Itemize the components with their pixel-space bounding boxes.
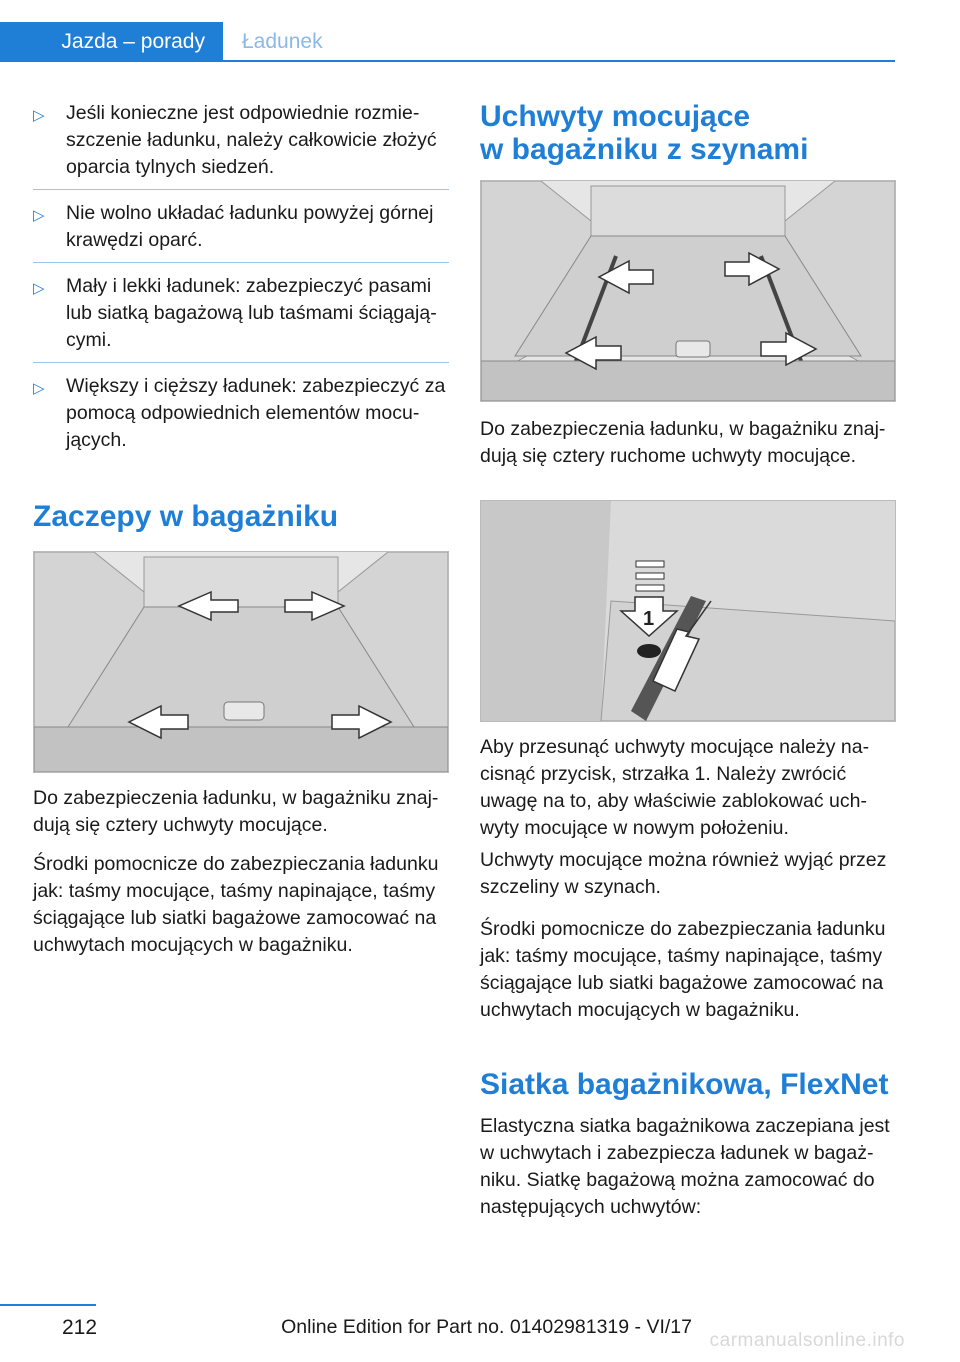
page-number: 212 <box>62 1316 98 1339</box>
trunk-hooks-image <box>33 551 449 773</box>
tab-subsection[interactable]: Ładunek <box>242 30 323 53</box>
section-heading: Zaczepy w bagażniku <box>33 500 339 533</box>
paragraph: Środki pomocnicze do zabezpieczania ładunku jak: taśmy mocujące, taśmy napinające, taśmy ściągające lub siatki bagażowe zamocować na uchwytach mocujących w bagażniku. <box>33 853 439 956</box>
triangle-bullet-icon: ▷ <box>33 107 45 124</box>
section-heading: Siatka bagażnikowa, FlexNet <box>480 1068 889 1101</box>
list-item: ▷ Nie wolno układać ładunku powyżej górnej krawędzi oparć. <box>33 200 449 254</box>
rail-detail-image <box>480 500 896 722</box>
list-item: ▷ Mały i lekki ładunek: zabezpieczyć pasami lub siatką bagażową lub taśmami ściągającymi. <box>33 273 449 354</box>
triangle-bullet-icon: ▷ <box>33 207 45 224</box>
paragraph: Uchwyty mocujące można również wyjąć przez szczeliny w szynach. <box>480 849 887 898</box>
rail-detail-illustration <box>481 501 895 721</box>
paragraph: Aby przesunąć uchwyty mocujące należy nacisnąć przycisk, strzałka 1. Należy zwrócić uwagę na to, aby właściwie zablokować uchwyty mocujące w nowym położeniu. <box>480 736 870 839</box>
image-caption: Do zabezpieczenia ładunku, w bagażniku znajdują się cztery ruchome uchwyty mocujące. <box>480 418 886 467</box>
header-rule <box>223 60 895 62</box>
divider <box>33 362 449 363</box>
triangle-bullet-icon: ▷ <box>33 380 45 397</box>
watermark: carmanualsonline.info <box>709 1330 905 1351</box>
header-tabs <box>0 22 895 62</box>
list-item: ▷ Jeśli konieczne jest odpowiednie rozmieszczenie ładunku, należy całkowicie złożyć oparcia tylnych siedzeń. <box>33 100 449 181</box>
paragraph: Środki pomocnicze do zabezpieczania ładunku jak: taśmy mocujące, taśmy napinające, taśmy ściągające lub siatki bagażowe zamocować na uchwytach mocujących w bagażniku. <box>480 918 886 1021</box>
divider <box>33 262 449 263</box>
footer-rule <box>0 1304 96 1306</box>
tab-section[interactable]: Jazda – porady <box>0 22 223 62</box>
triangle-bullet-icon: ▷ <box>33 280 45 297</box>
image-caption: Do zabezpieczenia ładunku, w bagażniku znajdują się cztery uchwyty mocujące. <box>33 787 439 836</box>
left-column <box>33 100 449 959</box>
edition-note: Online Edition for Part no. 01402981319 - VI/17 <box>281 1316 692 1338</box>
trunk-illustration <box>34 552 448 772</box>
right-column <box>480 100 896 1221</box>
divider <box>33 189 449 190</box>
trunk-rails-image <box>480 180 896 402</box>
callout-number: 1 <box>643 608 655 630</box>
list-item: ▷ Większy i cięższy ładunek: zabezpieczyć za pomocą odpowiednich elementów mocujących. <box>33 373 449 454</box>
section-heading: Uchwyty mocujące w bagażniku z szynami <box>480 100 809 166</box>
paragraph: Elastyczna siatka bagażnikowa zaczepiana jest w uchwytach i zabezpiecza ładunek w bagażniku. Siatkę bagażową można zamocować do następujących uchwytów: <box>480 1115 890 1218</box>
trunk-rails-illustration <box>481 181 895 401</box>
